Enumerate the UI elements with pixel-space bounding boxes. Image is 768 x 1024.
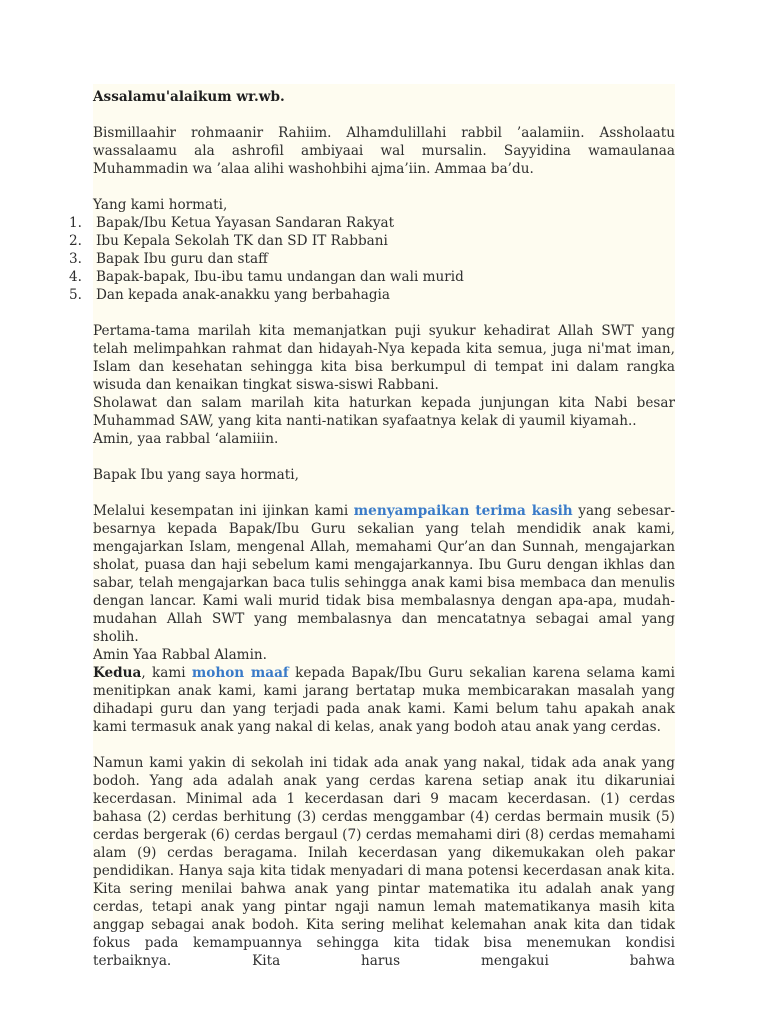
spacer (93, 304, 675, 322)
apology-lead: Kedua (93, 665, 142, 681)
amin-line: Amin, yaa rabbal ‘alamiiin. (93, 431, 279, 447)
intelligence-paragraph: Namun kami yakin di sekolah ini tidak ada anak yang nakal, tidak ada anak yang bodoh. Yang ada adalah anak yang cerdas karena setiap anak itu dikaruniai kecerdasan. Minimal ada 1 kecerdasan dari 9 macam kecerdasan. (1) cerdas bahasa (2) cerdas berhitung (3) cerdas menggambar (4) cerdas bermain musik (5) cerdas bergerak (6) cerdas bergaul (7) cerdas memahami diri (8) cerdas memahami alam (9) cerdas beragama. Inilah kecerdasan yang dikemukakan oleh pakar pendidikan. Hanya saja kita tidak menyadari di mana potensi kecerdasan anak kita. Kita sering menilai bahwa anak yang pintar matematika itu adalah anak yang cerdas, tetapi anak yang pintar ngaji namun lemah matematikanya masih kita anggap sebagai anak bodoh. Kita sering melihat kelemahan anak kita dan tidak fokus pada kemampuannya sehingga kita tidak bisa menemukan kondisi terbaiknya. Kita harus mengakui bahwa (93, 755, 675, 969)
list-item-text: Ibu Kepala Sekolah TK dan SD IT Rabbani (96, 233, 388, 249)
opening-paragraph: Bismillaahir rohmaanir Rahiim. Alhamdulillahi rabbil ’aalamiin. Assholaatu wassalaamu ala ashrofil ambiyaai wal mursalin. Sayyidina wamaulanaa Muhammadin wa ’alaa alihi washohbihi ajma’iin. Ammaa ba’du. (93, 125, 675, 177)
list-item (69, 232, 675, 250)
list-number: 1. (69, 215, 82, 231)
thanks-highlight: menyampaikan terima kasih (353, 503, 573, 519)
list-item (69, 250, 675, 268)
speech-content (69, 88, 676, 970)
spacer (93, 736, 675, 754)
list-number: 3. (69, 251, 82, 267)
list-number: 2. (69, 233, 82, 249)
gratitude-paragraph: Pertama-tama marilah kita memanjatkan puji syukur kehadirat Allah SWT yang telah melimpahkan rahmat dan hidayah-Nya kepada kita semua, juga ni'mat iman, Islam dan kesehatan sehingga kita bisa berkumpul di tempat ini dalam rangka wisuda dan kenaikan tingkat siswa-siswi Rabbani. (93, 323, 675, 393)
list-number: 5. (69, 287, 82, 303)
apology-pre: , kami (141, 665, 192, 681)
spacer (93, 178, 675, 196)
spacer (93, 448, 675, 466)
document-page (69, 84, 676, 969)
greeting: Assalamu'alaikum wr.wb. (93, 89, 285, 105)
apology-paragraph (93, 664, 675, 736)
second-address: Bapak Ibu yang saya hormati, (93, 467, 299, 483)
list-item (69, 268, 675, 286)
list-number: 4. (69, 269, 82, 285)
list-item-text: Bapak/Ibu Ketua Yayasan Sandaran Rakyat (96, 215, 395, 231)
spacer (93, 106, 675, 124)
list-item (69, 214, 675, 232)
thanks-post: yang sebesar-besarnya kepada Bapak/Ibu Guru sekalian yang telah mendidik anak kami, mengajarkan Islam, mengenal Allah, memahami Qur’an dan Sunnah, mengajarkan sholat, puasa dan haji sebelum kami mengajarkannya. Ibu Guru dengan ikhlas dan sabar, telah mengajarkan baca tulis sehingga anak kami bisa membaca dan menulis dengan lancar. Kami wali murid tidak bisa membalasnya dengan apa-apa, mudah-mudahan Allah SWT yang membalasnya dan mencatatnya sebagai amal yang sholih. (93, 503, 676, 645)
list-item-text: Bapak-bapak, Ibu-ibu tamu undangan dan wali murid (96, 269, 464, 285)
honored-list (69, 214, 675, 304)
apology-highlight: mohon maaf (191, 665, 289, 681)
thanks-paragraph (93, 502, 675, 646)
list-item-text: Dan kepada anak-anakku yang berbahagia (96, 287, 390, 303)
thanks-pre: Melalui kesempatan ini ijinkan kami (93, 503, 354, 519)
spacer (93, 484, 675, 502)
list-item-text: Bapak Ibu guru dan staff (96, 251, 268, 267)
apology-post: kepada Bapak/Ibu Guru sekalian karena selama kami menitipkan anak kami, kami jarang bertatap muka membicarakan masalah yang dihadapi guru dan yang terjadi pada anak kami. Kami belum tahu apakah anak kami termasuk anak yang nakal di kelas, anak yang bodoh atau anak yang cerdas. (93, 665, 675, 735)
sholawat-paragraph: Sholawat dan salam marilah kita haturkan kepada junjungan kita Nabi besar Muhammad SAW, yang kita nanti-natikan syafaatnya kelak di yaumil kiyamah.. (93, 395, 675, 429)
thanks-closing: Amin Yaa Rabbal Alamin. (93, 647, 267, 663)
list-item (69, 286, 675, 304)
honored-intro: Yang kami hormati, (93, 197, 228, 213)
